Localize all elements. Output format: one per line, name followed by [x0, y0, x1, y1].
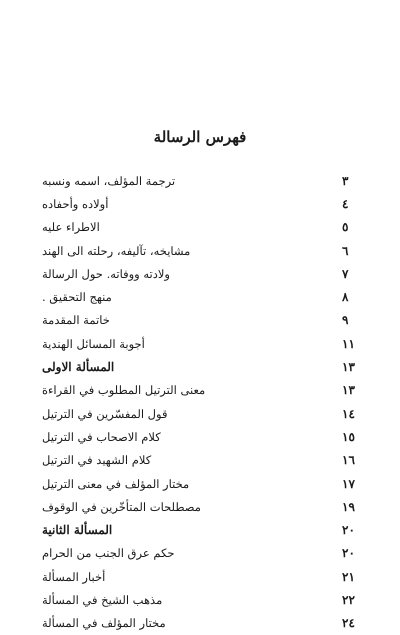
toc-page-number: ١٧	[342, 476, 355, 491]
toc-page-number: ٤	[342, 196, 349, 211]
toc-entry-title: أولاده وأحفاده	[42, 196, 109, 211]
toc-page-number: ١٦	[342, 453, 355, 468]
toc-row	[42, 169, 362, 192]
toc-page-number: ٦	[342, 243, 349, 258]
toc-row	[42, 472, 362, 495]
toc-page-number: ٩	[342, 313, 349, 328]
toc-entry-title: كلام الاصحاب في الترتيل	[42, 429, 161, 444]
toc-entry-title: كلام الشهيد في الترتيل	[42, 453, 152, 468]
toc-page-number: ٢٢	[342, 592, 355, 607]
toc-row	[42, 425, 362, 448]
toc-page-number: ١٣	[342, 360, 355, 375]
toc-page-number: ١٥	[342, 429, 355, 444]
toc-page-number: ١٤	[342, 406, 355, 421]
toc-entry-title: مذهب الشيخ في المسألة	[42, 592, 163, 607]
toc-row	[42, 285, 362, 308]
toc-row	[42, 192, 362, 215]
toc-entry-title: المسألة الثانية	[42, 523, 113, 538]
toc-row	[42, 542, 362, 565]
toc-page-number: ١٣	[342, 383, 355, 398]
toc-row	[42, 449, 362, 472]
toc-row	[42, 309, 362, 332]
toc-entry-title: قول المفسّرين في الترتيل	[42, 406, 168, 421]
toc-entry-title: مختار المؤلف في معنى الترتيل	[42, 476, 190, 491]
toc-page-number: ٢٠	[342, 523, 355, 538]
toc-page-number: ٢٤	[342, 616, 355, 631]
toc-entry-title: خاتمة المقدمة	[42, 313, 110, 328]
toc-entry-title: أخبار المسألة	[42, 569, 106, 584]
toc-entry-title: الاطراء عليه	[42, 220, 100, 235]
toc-row	[42, 565, 362, 588]
toc-row	[42, 379, 362, 402]
toc-page-number: ١٩	[342, 499, 355, 514]
toc-page-number: ١١	[342, 336, 355, 351]
toc-page-number: ٢١	[342, 569, 355, 584]
toc-entry-title: أجوبة المسائل الهندية	[42, 336, 145, 351]
toc-row	[42, 262, 362, 285]
toc-row	[42, 332, 362, 355]
toc-row	[42, 495, 362, 518]
toc-entry-title: ترجمة المؤلف، اسمه ونسبه	[42, 173, 176, 188]
toc-row	[42, 612, 362, 635]
toc-page-number: ٣	[342, 173, 349, 188]
toc-entry-title: مصطلحات المتأخّرين في الوقوف	[42, 499, 201, 514]
toc-page-number: ٨	[342, 290, 349, 305]
toc-row	[42, 355, 362, 378]
table-of-contents	[42, 169, 362, 635]
toc-row	[42, 239, 362, 262]
toc-entry-title: منهج التحقيق .	[42, 290, 112, 305]
toc-entry-title: حكم عرق الجنب من الحرام	[42, 546, 175, 561]
toc-row	[42, 402, 362, 425]
toc-row	[42, 518, 362, 541]
toc-entry-title: المسألة الاولى	[42, 360, 115, 375]
toc-entry-title: مشايخه، تآليفه، رحلته الى الهند	[42, 243, 191, 258]
toc-entry-title: معنى الترتيل المطلوب في القراءة	[42, 383, 206, 398]
toc-page-number: ٥	[342, 220, 349, 235]
toc-page-number: ٢٠	[342, 546, 355, 561]
toc-page-number: ٧	[342, 266, 349, 281]
toc-row	[42, 216, 362, 239]
toc-entry-title: ولادته ووفاته. حول الرسالة	[42, 266, 170, 281]
toc-entry-title: مختار المؤلف في المسألة	[42, 616, 166, 631]
page-title: فهرس الرسالة	[153, 128, 247, 146]
